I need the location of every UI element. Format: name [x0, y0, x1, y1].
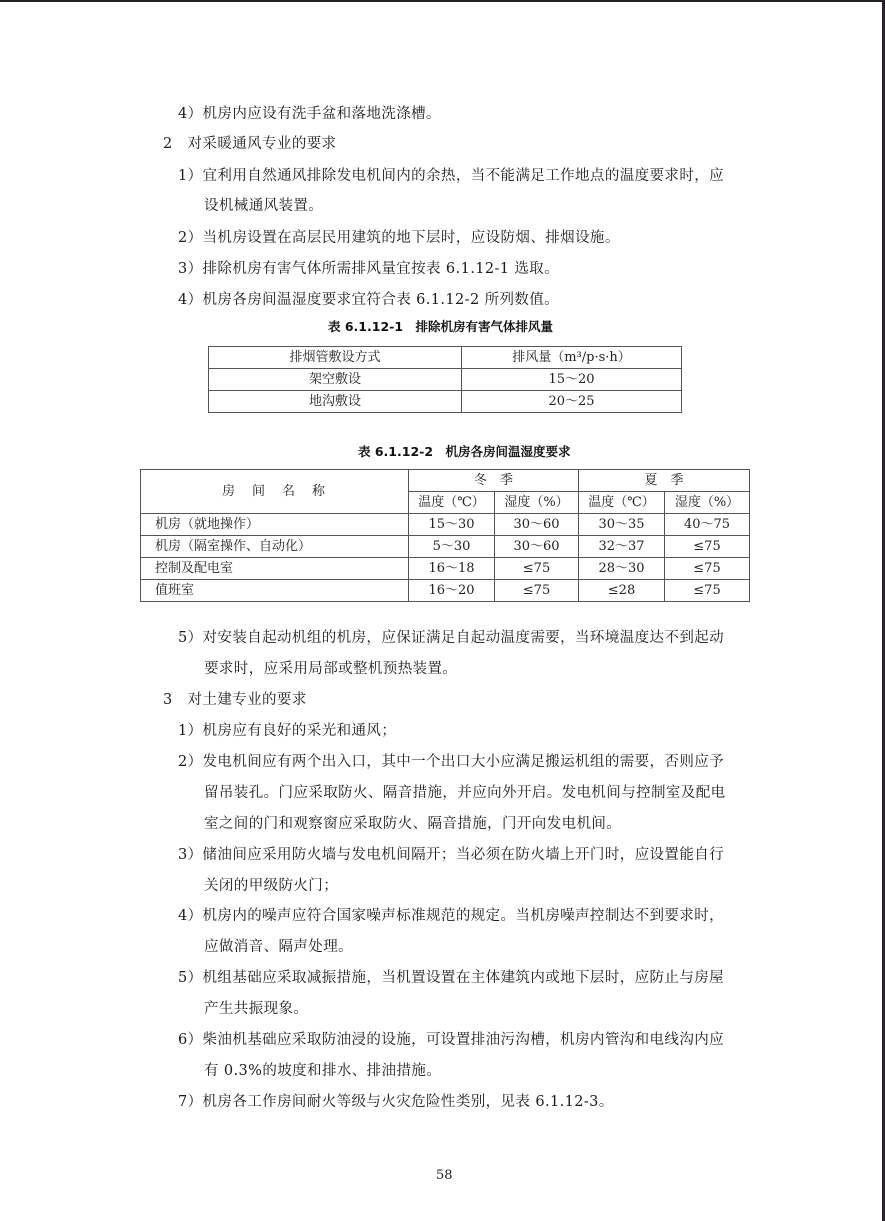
table-cell: 机房（隔室操作、自动化） [141, 536, 409, 558]
paragraph-line: 3）储油间应采用防火墙与发电机间隔开；当必须在防火墙上开门时，应设置能自行 [178, 847, 725, 863]
paragraph-line: 室之间的门和观察窗应采取防火、隔音措施，门开向发电机间。 [204, 816, 622, 832]
table1 [208, 346, 682, 413]
paragraph-line: 关闭的甲级防火门； [204, 878, 339, 894]
table-row [141, 536, 750, 558]
paragraph-line: 1）宜利用自然通风排除发电机间内的余热，当不能满足工作地点的温度要求时，应 [178, 168, 725, 184]
table-cell: 架空敷设 [209, 369, 462, 391]
paragraph-line: 2）当机房设置在高层民用建筑的地下层时，应设防烟、排烟设施。 [178, 230, 620, 246]
table-cell: 5～30 [409, 536, 495, 558]
table-cell: 16～20 [409, 580, 495, 602]
table2-caption: 表 6.1.12-2 机房各房间温湿度要求 [358, 444, 571, 459]
table-header-row [209, 347, 682, 369]
table-header-cell: 冬 季 [409, 470, 579, 492]
table-header-cell: 湿度（%） [495, 492, 579, 514]
table-header-cell: 温度（℃） [579, 492, 665, 514]
table-row [209, 391, 682, 413]
table-cell: 40～75 [665, 514, 750, 536]
paragraph-line: 2）发电机间应有两个出入口，其中一个出口大小应满足搬运机组的需要，否则应予 [178, 754, 725, 770]
table-cell: 32～37 [579, 536, 665, 558]
table-cell: ≤75 [665, 558, 750, 580]
table-cell: 30～60 [495, 536, 579, 558]
table-header-cell: 排风量（m³/p·s·h） [462, 347, 682, 369]
table-header-cell: 排烟管敷设方式 [209, 347, 462, 369]
paragraph-line: 要求时，应采用局部或整机预热装置。 [204, 661, 458, 677]
table-header-cell: 湿度（%） [665, 492, 750, 514]
table-cell: ≤75 [495, 558, 579, 580]
table1-caption: 表 6.1.12-1 排除机房有害气体排风量 [328, 319, 554, 334]
section-heading: 2 对采暖通风专业的要求 [163, 136, 337, 152]
table-cell: ≤28 [579, 580, 665, 602]
paragraph-line: 4）机房内的噪声应符合国家噪声标准规范的规定。当机房噪声控制达不到要求时， [178, 908, 725, 924]
paragraph-line: 6）柴油机基础应采取防油浸的设施，可设置排油污沟槽，机房内管沟和电线沟内应 [178, 1032, 725, 1048]
paragraph-line: 有 0.3%的坡度和排水、排油措施。 [204, 1063, 442, 1079]
paragraph-line: 5）机组基础应采取减振措施，当机置设置在主体建筑内或地下层时，应防止与房屋 [178, 970, 725, 986]
table-row [141, 580, 750, 602]
section-heading: 3 对土建专业的要求 [163, 692, 307, 708]
table-row [209, 369, 682, 391]
paragraph-line: 1）机房应有良好的采光和通风； [178, 723, 397, 739]
table-cell: 16～18 [409, 558, 495, 580]
table-cell: 20～25 [462, 391, 682, 413]
table-cell: 地沟敷设 [209, 391, 462, 413]
paragraph-line: 设机械通风装置。 [204, 198, 324, 214]
page-top-edge [0, 0, 885, 2]
table-header-row [141, 470, 750, 492]
table-cell: 15～20 [462, 369, 682, 391]
paragraph-line: 留吊装孔。门应采取防火、隔音措施，并应向外开启。发电机间与控制室及配电 [204, 785, 726, 801]
paragraph-line: 产生共振现象。 [204, 1001, 309, 1017]
table2 [140, 469, 750, 602]
paragraph-line: 4）机房内应设有洗手盆和落地洗涤槽。 [178, 106, 441, 122]
paragraph-line: 3）排除机房有害气体所需排风量宜按表 6.1.12-1 选取。 [178, 261, 560, 277]
table-cell: 28～30 [579, 558, 665, 580]
table-header-cell: 房 间 名 称 [141, 470, 409, 514]
table-cell: 机房（就地操作） [141, 514, 409, 536]
page-number: 58 [436, 1168, 453, 1183]
table-cell: ≤75 [665, 536, 750, 558]
paragraph-line: 5）对安装自起动机组的机房，应保证满足自起动温度需要，当环境温度达不到起动 [178, 630, 725, 646]
table-cell: ≤75 [495, 580, 579, 602]
table-cell: 控制及配电室 [141, 558, 409, 580]
table-header-cell: 夏 季 [579, 470, 750, 492]
paragraph-line: 应做消音、隔声处理。 [204, 939, 353, 955]
table-cell: 15～30 [409, 514, 495, 536]
table-cell: ≤75 [665, 580, 750, 602]
table-cell: 值班室 [141, 580, 409, 602]
table-header-cell: 温度（℃） [409, 492, 495, 514]
table-cell: 30～60 [495, 514, 579, 536]
table-row [141, 514, 750, 536]
paragraph-line: 7）机房各工作房间耐火等级与火灾危险性类别，见表 6.1.12-3。 [178, 1094, 614, 1110]
table-row [141, 558, 750, 580]
table-cell: 30～35 [579, 514, 665, 536]
paragraph-line: 4）机房各房间温湿度要求宜符合表 6.1.12-2 所列数值。 [178, 292, 560, 308]
